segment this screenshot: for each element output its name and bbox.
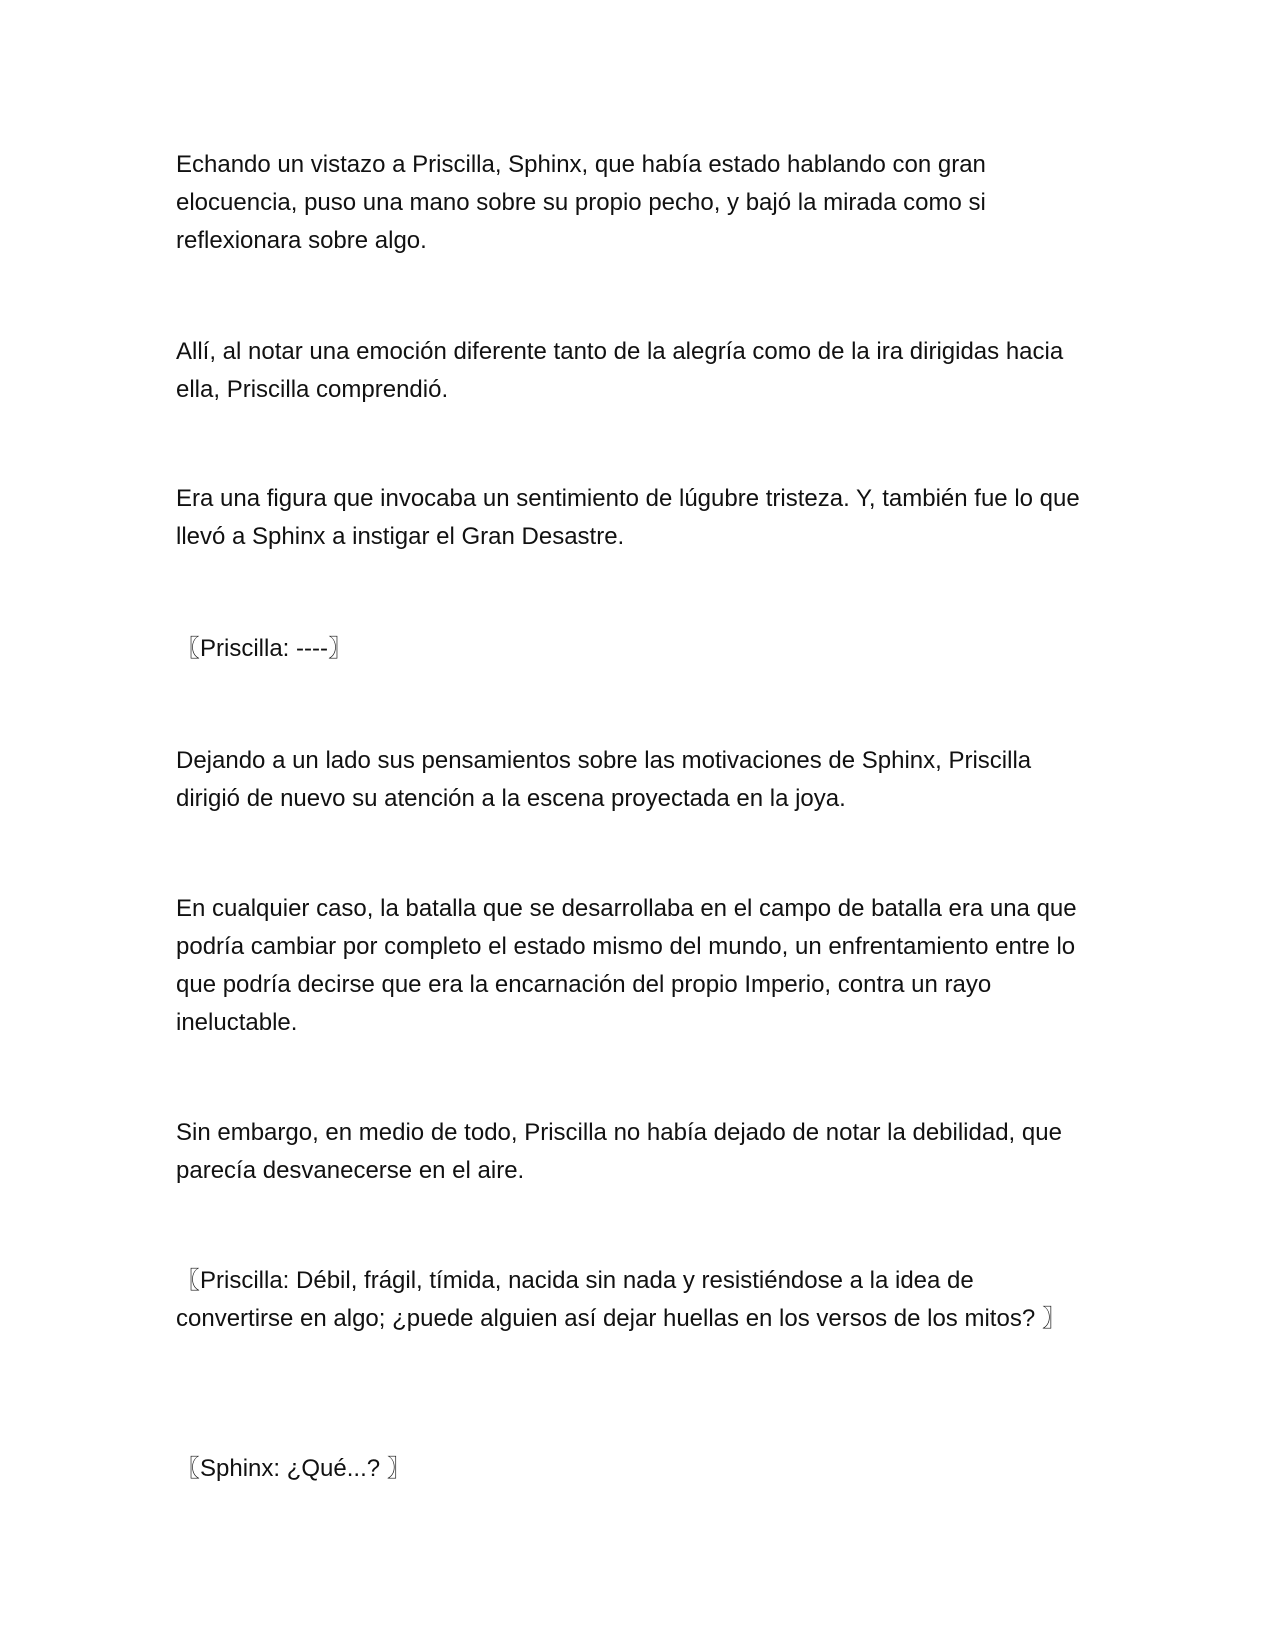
paragraph: Echando un vistazo a Priscilla, Sphinx, que había estado hablando con gran elocuencia, puso una mano sobre su propio pecho, y bajó la mirada como si reflexionara sobre algo. <box>176 151 986 254</box>
paragraph: Allí, al notar una emoción diferente tanto de la alegría como de la ira dirigidas hacia ella, Priscilla comprendió. <box>176 338 1064 403</box>
dialogue-line: 〖Priscilla: Débil, frágil, tímida, nacida sin nada y resistiéndose a la idea de convertirse en algo; ¿puede alguien así dejar huellas en los versos de los mitos? 〗 <box>176 1267 1066 1332</box>
dialogue-line: 〖Priscilla: ----〗 <box>176 635 352 662</box>
paragraph: En cualquier caso, la batalla que se desarrollaba en el campo de batalla era una que podría cambiar por completo el estado mismo del mundo, un enfrentamiento entre lo que podría decirse que era la encarnación del propio Imperio, contra un rayo ineluctable. <box>176 895 1077 1036</box>
dialogue-line: 〖Sphinx: ¿Qué...? 〗 <box>176 1455 411 1482</box>
paragraph: Dejando a un lado sus pensamientos sobre las motivaciones de Sphinx, Priscilla dirigió de nuevo su atención a la escena proyectada en la joya. <box>176 747 1032 812</box>
paragraph: Era una figura que invocaba un sentimiento de lúgubre tristeza. Y, también fue lo que llevó a Sphinx a instigar el Gran Desastre. <box>176 485 1080 550</box>
paragraph: Sin embargo, en medio de todo, Priscilla no había dejado de notar la debilidad, que parecía desvanecerse en el aire. <box>176 1119 1062 1184</box>
